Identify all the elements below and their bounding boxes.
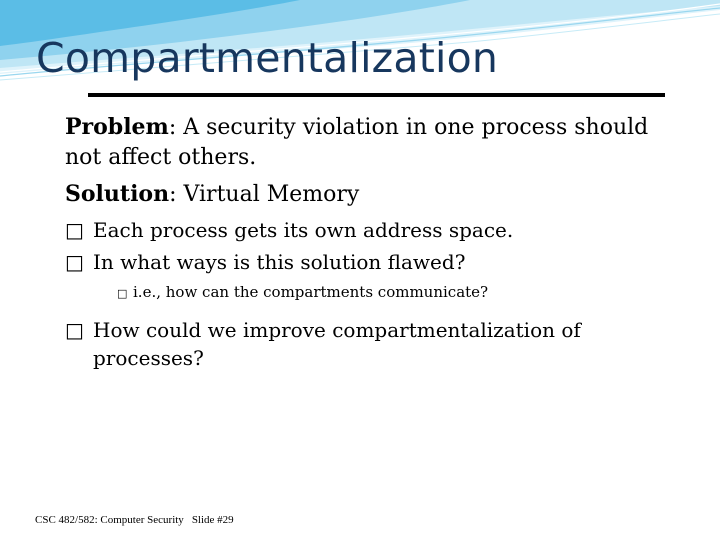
title-underline <box>88 93 665 97</box>
bullet-text: How could we improve compartmentalization of processes? <box>93 318 581 370</box>
problem-text: : A security violation in one process should not affect others. <box>65 115 649 170</box>
solution-text: : Virtual Memory <box>169 182 360 207</box>
footer-course: CSC 482/582: Computer Security <box>35 514 184 526</box>
solution-label: Solution <box>65 181 170 207</box>
slide-footer <box>35 514 234 526</box>
bullet-box-icon: □ <box>65 218 84 242</box>
bullet-item <box>65 316 675 372</box>
bullet-box-icon: □ <box>65 250 84 274</box>
bullet-box-icon: □ <box>65 318 84 342</box>
bullet-text: In what ways is this solution flawed? <box>93 250 466 274</box>
footer-slide-number: Slide #29 <box>191 514 234 526</box>
solution-line <box>65 179 675 210</box>
bullet-item <box>65 216 675 244</box>
slide-body <box>65 112 675 376</box>
bullet-item <box>65 248 675 276</box>
problem-label: Problem <box>65 114 169 140</box>
sub-bullet-box-icon: □ <box>117 287 128 300</box>
sub-bullet-text: i.e., how can the compartments communicate? <box>133 283 489 301</box>
bullet-text: Each process gets its own address space. <box>93 218 514 242</box>
sub-bullet-item <box>117 280 675 306</box>
problem-line <box>65 112 675 173</box>
slide-title: Compartmentalization <box>36 34 499 82</box>
